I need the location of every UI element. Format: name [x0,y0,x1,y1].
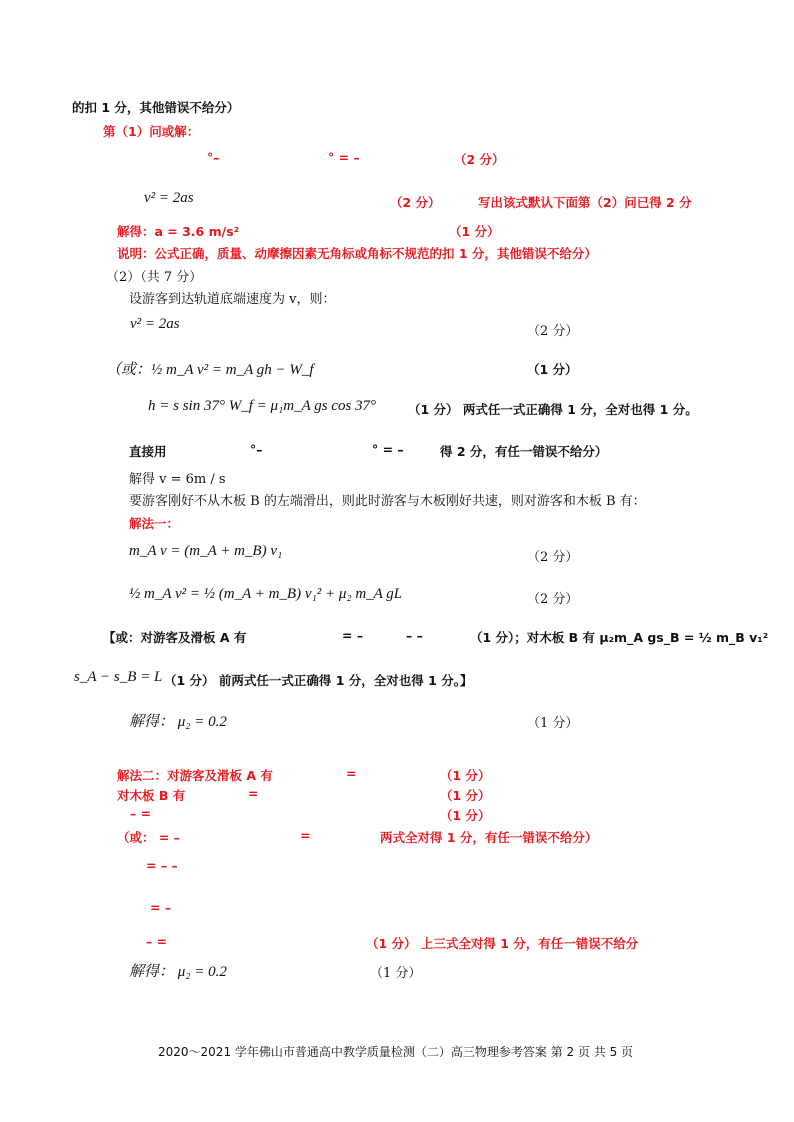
part2-height-work-equations: h = s sin 37° W_f = μ₁m_A gs cos 37° [148,398,377,414]
method-2-or-fragment: （或： = – [117,830,180,845]
part2-velocity-result: 解得 v = 6m / s [129,472,226,487]
part1-result: 解得：a = 3.6 m/s² [117,224,240,239]
part2-setup: 设游客到达轨道底端速度为 v，则： [129,292,336,307]
part1-kinematics-equation: v² = 2as [144,190,194,206]
method-1-result: 解得： μ₂ = 0.2 [129,714,227,730]
method-2-result-score: （1 分） [370,966,422,981]
part1-score-3: （1 分） [449,224,500,239]
continued-note: 的扣 1 分，其他错误不给分） [72,100,240,115]
method-2-result: 解得： μ₂ = 0.2 [129,964,227,980]
part1-formula-fragment-2: ° = – [328,150,360,165]
method-2-eq2-score: （1 分） [440,788,491,803]
momentum-equation: m_A v = (m_A + m_B) v₁ [129,543,283,559]
alt-board-a-fragment-2: – – [406,628,423,643]
part1-alt-heading: 第（1）问或解： [103,124,200,139]
method-2-eq4-fragment: = – – [146,858,178,873]
part1-score-2: （2 分） [390,195,441,210]
method-2-eq3-fragment: – = [130,806,152,821]
displacement-score: （1 分） 前两式任一式正确得 1 分，全对也得 1 分。】 [164,673,473,688]
part1-explanation: 说明：公式正确，质量、动摩擦因素无角标或角标不规范的扣 1 分，其他错误不给分） [117,246,597,261]
part2-direct-score: 得 2 分，有任一错误不给分） [440,444,608,459]
part2-score-3: （1 分） 两式任一式正确得 1 分，全对也得 1 分。 [408,402,698,417]
method-1-heading: 解法一： [129,516,180,531]
method-2-eq6-score: （1 分） 上三式全对得 1 分，有任一错误不给分 [366,936,639,951]
part2-heading: （2）（共 7 分） [106,270,203,285]
part2-condition: 要游客刚好不从木板 B 的左端滑出，则此时游客与木板刚好共速，则对游客和木板 B 有： [129,494,646,509]
method-1-result-score: （1 分） [527,716,579,731]
method-2-or-equals: = [300,828,311,843]
part2-direct-fragment-2: ° = – [372,442,404,457]
method-2-eq1-fragment: = [346,766,357,781]
part2-direct-use: 直接用 [129,444,167,459]
part1-score-1: （2 分） [454,152,505,167]
method-2-board-b-label: 对木板 B 有 [117,788,186,803]
alt-board-b-equation: （1 分）；对木板 B 有 μ₂m_A gs_B = ½ m_B v₁² [470,630,769,645]
part2-direct-fragment-1: °– [250,442,263,457]
page-footer: 2020～2021 学年佛山市普通高中教学质量检测（二）高三物理参考答案 第 2 页 共 5 页 [158,1045,634,1059]
part1-formula-fragment-1: °– [207,150,220,165]
displacement-relation: s_A − s_B = L [74,669,163,685]
method-2-or-note: 两式全对得 1 分，有任一错误不给分） [380,830,598,845]
part2-score-2: （1 分） [527,362,578,377]
part2-score-1: （2 分） [527,324,579,339]
energy-score: （2 分） [527,592,579,607]
alt-board-a-fragment-1: = – [342,628,364,643]
method-2-eq5-fragment: = – [150,900,172,915]
method-2-eq2-fragment: = [248,786,259,801]
method-2-heading: 解法二：对游客及滑板 A 有 [117,768,273,783]
momentum-score: （2 分） [527,550,579,565]
part2-energy-equation: （或：½ m_A v² = m_A gh − W_f [106,362,314,378]
alt-board-a-label: 【或：对游客及滑板 A 有 [103,630,247,645]
method-2-eq3-score: （1 分） [440,808,491,823]
part1-default-note: 写出该式默认下面第（2）问已得 2 分 [478,195,692,210]
energy-conservation-equation: ½ m_A v² = ½ (m_A + m_B) v₁² + μ₂ m_A gL [129,586,403,602]
part2-kinematics-equation: v² = 2as [130,316,180,332]
method-2-eq6-fragment: – = [146,934,168,949]
method-2-eq1-score: （1 分） [440,768,491,783]
